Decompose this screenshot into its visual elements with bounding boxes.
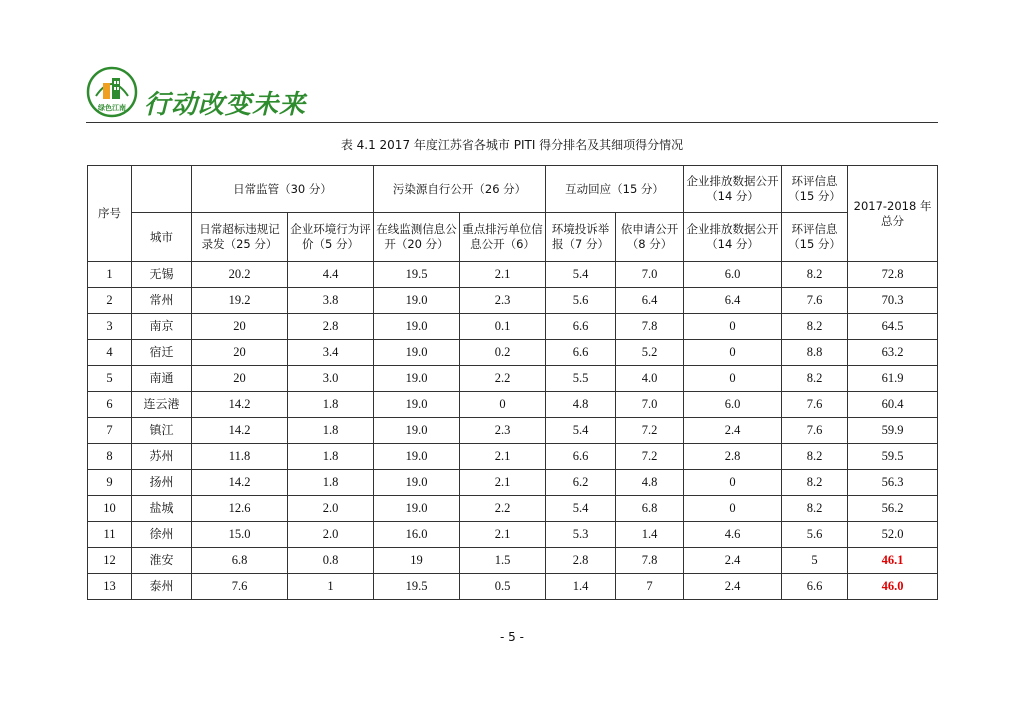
rank-cell: 12: [88, 548, 132, 574]
emission-data-cell: 0: [684, 366, 782, 392]
city-header: 城市: [132, 213, 192, 262]
total-score-cell: 63.2: [848, 340, 938, 366]
emission-data-cell: 6.0: [684, 262, 782, 288]
enterprise-evaluation-cell: 3.0: [288, 366, 374, 392]
table-body: [88, 262, 938, 600]
table-row: [88, 496, 938, 522]
rank-cell: 10: [88, 496, 132, 522]
application-disclosure-cell: 4.0: [616, 366, 684, 392]
eia-cell: 7.6: [782, 288, 848, 314]
table-row: [88, 340, 938, 366]
online-monitoring-cell: 19.0: [374, 470, 460, 496]
application-disclosure-header: 依申请公开（8 分）: [616, 213, 684, 262]
city-cell: 宿迁: [132, 340, 192, 366]
complaint-report-cell: 2.8: [546, 548, 616, 574]
violation-record-cell: 7.6: [192, 574, 288, 600]
total-score-cell: 46.0: [848, 574, 938, 600]
emission-data-cell: 6.0: [684, 392, 782, 418]
svg-text:绿色江南: 绿色江南: [98, 104, 126, 112]
self-disclosure-header: 污染源自行公开（26 分）: [374, 166, 546, 213]
application-disclosure-cell: 7: [616, 574, 684, 600]
table-row: [88, 444, 938, 470]
rank-cell: 5: [88, 366, 132, 392]
online-monitoring-cell: 19.0: [374, 314, 460, 340]
emission-data-cell: 0: [684, 314, 782, 340]
violation-record-cell: 12.6: [192, 496, 288, 522]
violation-record-cell: 14.2: [192, 392, 288, 418]
rank-cell: 2: [88, 288, 132, 314]
eia-cell: 6.6: [782, 574, 848, 600]
key-polluter-cell: 0.2: [460, 340, 546, 366]
page-header: [86, 66, 936, 122]
enterprise-evaluation-cell: 4.4: [288, 262, 374, 288]
emission-data-header: 企业排放数据公开（14 分）: [684, 166, 782, 213]
rank-cell: 11: [88, 522, 132, 548]
city-cell: 连云港: [132, 392, 192, 418]
application-disclosure-cell: 6.4: [616, 288, 684, 314]
key-polluter-cell: 2.2: [460, 366, 546, 392]
enterprise-evaluation-cell: 1.8: [288, 418, 374, 444]
eia-header: 环评信息（15 分）: [782, 166, 848, 213]
online-monitoring-cell: 19.0: [374, 392, 460, 418]
violation-record-cell: 20: [192, 366, 288, 392]
violation-record-cell: 20: [192, 314, 288, 340]
violation-record-cell: 20: [192, 340, 288, 366]
application-disclosure-cell: 1.4: [616, 522, 684, 548]
complaint-report-cell: 5.5: [546, 366, 616, 392]
emission-data-cell: 0: [684, 340, 782, 366]
city-cell: 扬州: [132, 470, 192, 496]
total-score-cell: 56.2: [848, 496, 938, 522]
total-score-cell: 64.5: [848, 314, 938, 340]
eia-cell: 8.2: [782, 262, 848, 288]
online-monitoring-header: 在线监测信息公开（20 分）: [374, 213, 460, 262]
city-cell: 镇江: [132, 418, 192, 444]
complaint-report-cell: 6.6: [546, 444, 616, 470]
table-row: [88, 522, 938, 548]
daily-supervision-header: 日常监管（30 分）: [192, 166, 374, 213]
rank-cell: 8: [88, 444, 132, 470]
online-monitoring-cell: 19: [374, 548, 460, 574]
total-score-cell: 61.9: [848, 366, 938, 392]
application-disclosure-cell: 7.2: [616, 418, 684, 444]
city-cell: 常州: [132, 288, 192, 314]
eia-cell: 7.6: [782, 418, 848, 444]
table-caption: 表 4.1 2017 年度江苏省各城市 PITI 得分排名及其细项得分情况: [340, 138, 684, 152]
total-score-cell: 59.9: [848, 418, 938, 444]
total-score-header: 2017-2018 年总分: [848, 166, 938, 262]
city-cell: 南通: [132, 366, 192, 392]
city-cell: 南京: [132, 314, 192, 340]
application-disclosure-cell: 7.0: [616, 262, 684, 288]
enterprise-evaluation-cell: 1.8: [288, 444, 374, 470]
application-disclosure-cell: 4.8: [616, 470, 684, 496]
rank-cell: 4: [88, 340, 132, 366]
application-disclosure-cell: 7.2: [616, 444, 684, 470]
interaction-header: 互动回应（15 分）: [546, 166, 684, 213]
table-row: [88, 470, 938, 496]
key-polluter-cell: 2.1: [460, 470, 546, 496]
emission-data-cell: 2.4: [684, 574, 782, 600]
table-row: [88, 574, 938, 600]
city-cell: 苏州: [132, 444, 192, 470]
table-row: [88, 314, 938, 340]
enterprise-evaluation-cell: 1.8: [288, 392, 374, 418]
seq-header: 序号: [88, 166, 132, 262]
enterprise-evaluation-header: 企业环境行为评价（5 分）: [288, 213, 374, 262]
complaint-report-cell: 5.4: [546, 418, 616, 444]
blank-header-cell: [132, 166, 192, 213]
enterprise-evaluation-cell: 1.8: [288, 470, 374, 496]
emission-data-cell: 0: [684, 470, 782, 496]
eia-cell: 8.2: [782, 470, 848, 496]
table-row: [88, 262, 938, 288]
enterprise-evaluation-cell: 2.0: [288, 522, 374, 548]
city-cell: 徐州: [132, 522, 192, 548]
emission-data-cell: 4.6: [684, 522, 782, 548]
application-disclosure-cell: 7.8: [616, 314, 684, 340]
table-row: [88, 548, 938, 574]
emission-data-subheader: 企业排放数据公开（14 分）: [684, 213, 782, 262]
violation-record-header: 日常超标违规记录发（25 分）: [192, 213, 288, 262]
complaint-report-cell: 5.4: [546, 262, 616, 288]
total-score-cell: 56.3: [848, 470, 938, 496]
online-monitoring-cell: 19.5: [374, 262, 460, 288]
eia-cell: 5.6: [782, 522, 848, 548]
application-disclosure-cell: 5.2: [616, 340, 684, 366]
online-monitoring-cell: 19.0: [374, 496, 460, 522]
eia-cell: 8.2: [782, 314, 848, 340]
city-cell: 无锡: [132, 262, 192, 288]
key-polluter-cell: 2.3: [460, 288, 546, 314]
online-monitoring-cell: 19.0: [374, 444, 460, 470]
complaint-report-cell: 6.6: [546, 340, 616, 366]
complaint-report-cell: 4.8: [546, 392, 616, 418]
online-monitoring-cell: 16.0: [374, 522, 460, 548]
key-polluter-header: 重点排污单位信息公开（6）: [460, 213, 546, 262]
application-disclosure-cell: 7.8: [616, 548, 684, 574]
enterprise-evaluation-cell: 2.0: [288, 496, 374, 522]
city-cell: 泰州: [132, 574, 192, 600]
enterprise-evaluation-cell: 2.8: [288, 314, 374, 340]
rank-cell: 1: [88, 262, 132, 288]
score-table: [87, 165, 938, 600]
online-monitoring-cell: 19.0: [374, 366, 460, 392]
total-score-cell: 59.5: [848, 444, 938, 470]
violation-record-cell: 14.2: [192, 470, 288, 496]
eia-subheader: 环评信息（15 分）: [782, 213, 848, 262]
total-score-cell: 70.3: [848, 288, 938, 314]
key-polluter-cell: 2.1: [460, 522, 546, 548]
enterprise-evaluation-cell: 1: [288, 574, 374, 600]
key-polluter-cell: 2.2: [460, 496, 546, 522]
online-monitoring-cell: 19.0: [374, 340, 460, 366]
table-row: [88, 366, 938, 392]
eia-cell: 8.2: [782, 444, 848, 470]
rank-cell: 7: [88, 418, 132, 444]
key-polluter-cell: 0.1: [460, 314, 546, 340]
application-disclosure-cell: 6.8: [616, 496, 684, 522]
total-score-cell: 46.1: [848, 548, 938, 574]
total-score-cell: 52.0: [848, 522, 938, 548]
total-score-cell: 72.8: [848, 262, 938, 288]
violation-record-cell: 15.0: [192, 522, 288, 548]
online-monitoring-cell: 19.0: [374, 288, 460, 314]
table-row: [88, 392, 938, 418]
table-row: [88, 418, 938, 444]
emission-data-cell: 6.4: [684, 288, 782, 314]
violation-record-cell: 20.2: [192, 262, 288, 288]
complaint-report-cell: 6.2: [546, 470, 616, 496]
complaint-report-cell: 1.4: [546, 574, 616, 600]
complaint-report-cell: 5.6: [546, 288, 616, 314]
page-number: - 5 -: [500, 630, 524, 644]
key-polluter-cell: 2.1: [460, 444, 546, 470]
header-divider: [86, 122, 938, 123]
enterprise-evaluation-cell: 3.4: [288, 340, 374, 366]
key-polluter-cell: 2.1: [460, 262, 546, 288]
total-score-cell: 60.4: [848, 392, 938, 418]
enterprise-evaluation-cell: 3.8: [288, 288, 374, 314]
emission-data-cell: 0: [684, 496, 782, 522]
eia-cell: 5: [782, 548, 848, 574]
complaint-report-cell: 5.3: [546, 522, 616, 548]
key-polluter-cell: 0.5: [460, 574, 546, 600]
eia-cell: 7.6: [782, 392, 848, 418]
complaint-report-cell: 6.6: [546, 314, 616, 340]
emission-data-cell: 2.8: [684, 444, 782, 470]
violation-record-cell: 19.2: [192, 288, 288, 314]
rank-cell: 6: [88, 392, 132, 418]
key-polluter-cell: 2.3: [460, 418, 546, 444]
emission-data-cell: 2.4: [684, 548, 782, 574]
online-monitoring-cell: 19.0: [374, 418, 460, 444]
violation-record-cell: 14.2: [192, 418, 288, 444]
violation-record-cell: 11.8: [192, 444, 288, 470]
complaint-report-cell: 5.4: [546, 496, 616, 522]
eia-cell: 8.8: [782, 340, 848, 366]
city-cell: 盐城: [132, 496, 192, 522]
application-disclosure-cell: 7.0: [616, 392, 684, 418]
key-polluter-cell: 0: [460, 392, 546, 418]
key-polluter-cell: 1.5: [460, 548, 546, 574]
eia-cell: 8.2: [782, 496, 848, 522]
enterprise-evaluation-cell: 0.8: [288, 548, 374, 574]
slogan-text: 行动改变未来: [144, 90, 307, 120]
rank-cell: 13: [88, 574, 132, 600]
rank-cell: 3: [88, 314, 132, 340]
table-row: [88, 288, 938, 314]
city-cell: 淮安: [132, 548, 192, 574]
rank-cell: 9: [88, 470, 132, 496]
logo-icon: [86, 66, 138, 118]
complaint-report-header: 环境投诉举报（7 分）: [546, 213, 616, 262]
online-monitoring-cell: 19.5: [374, 574, 460, 600]
emission-data-cell: 2.4: [684, 418, 782, 444]
eia-cell: 8.2: [782, 366, 848, 392]
violation-record-cell: 6.8: [192, 548, 288, 574]
